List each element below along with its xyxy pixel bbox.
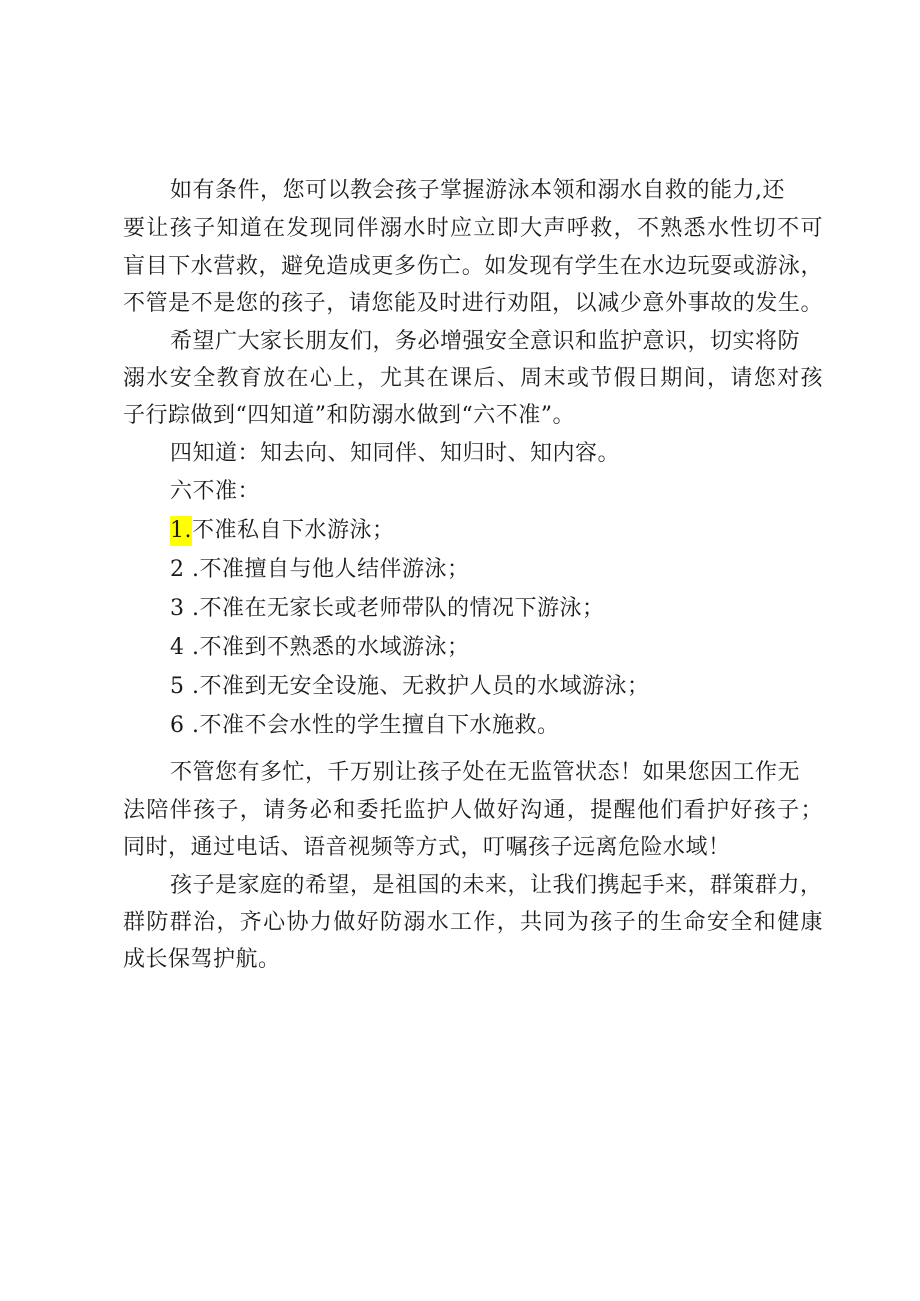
paragraph-line: 盲目下水营救，避免造成更多伤亡。如发现有学生在水边玩耍或游泳， bbox=[123, 254, 823, 279]
list-item-number: 1. bbox=[170, 516, 192, 546]
list-item-text: 不准在无家长或老师带队的情况下游泳； bbox=[199, 596, 605, 621]
list-item-text: 不准到不熟悉的水域游泳； bbox=[199, 635, 470, 660]
paragraph-line: 希望广大家长朋友们，务必增强安全意识和监护意识，切实将防 bbox=[170, 329, 801, 354]
list-item-number: 5 . bbox=[170, 674, 200, 699]
four-know-line: 四知道：知去向、知同伴、知归时、知内容。 bbox=[170, 441, 621, 466]
list-item-number: 3 . bbox=[170, 596, 200, 621]
list-item bbox=[170, 633, 870, 663]
paragraph-line: 同时，通过电话、语音视频等方式，叮嘱孩子远离危险水域！ bbox=[123, 835, 731, 860]
paragraph-line: 成长保驾护航。 bbox=[123, 947, 281, 972]
list-item bbox=[170, 594, 870, 624]
list-item-text: 不准擅自与他人结伴游泳； bbox=[199, 557, 470, 582]
list-item-text: 不准私自下水游泳； bbox=[192, 518, 395, 543]
list-item bbox=[170, 516, 870, 546]
paragraph-line: 不管是不是您的孩子，请您能及时进行劝阻，以减少意外事故的发生。 bbox=[123, 291, 823, 316]
list-item-text: 不准不会水性的学生擅自下水施救。 bbox=[199, 713, 560, 738]
list-item bbox=[170, 672, 870, 702]
list-item-number: 6 . bbox=[170, 713, 200, 738]
list-item-number: 2 . bbox=[170, 557, 200, 582]
paragraph-line: 要让孩子知道在发现同伴溺水时应立即大声呼救，不熟悉水性切不可 bbox=[123, 216, 823, 241]
paragraph-line: 法陪伴孩子，请务必和委托监护人做好沟通，提醒他们看护好孩子； bbox=[123, 798, 823, 823]
paragraph-line: 溺水安全教育放在心上，尤其在课后、周末或节假日期间，请您对孩 bbox=[123, 366, 823, 391]
paragraph-line: 群防群治，齐心协力做好防溺水工作，共同为孩子的生命安全和健康 bbox=[123, 910, 823, 935]
paragraph-line: 子行踪做到“四知道”和防溺水做到“六不准”。 bbox=[123, 403, 575, 428]
paragraph-line: 孩子是家庭的希望，是祖国的未来，让我们携起手来，群策群力， bbox=[170, 873, 823, 898]
list-item-number: 4 . bbox=[170, 635, 200, 660]
list-item-text: 不准到无安全设施、无救护人员的水域游泳； bbox=[199, 674, 650, 699]
list-item bbox=[170, 555, 870, 585]
paragraph-line: 不管您有多忙，千万别让孩子处在无监管状态！如果您因工作无 bbox=[170, 760, 801, 785]
six-no-heading: 六不准： bbox=[170, 479, 261, 504]
list-item bbox=[170, 711, 870, 741]
paragraph-line: 如有条件，您可以教会孩子掌握游泳本领和溺水自救的能力,还 bbox=[170, 178, 785, 203]
